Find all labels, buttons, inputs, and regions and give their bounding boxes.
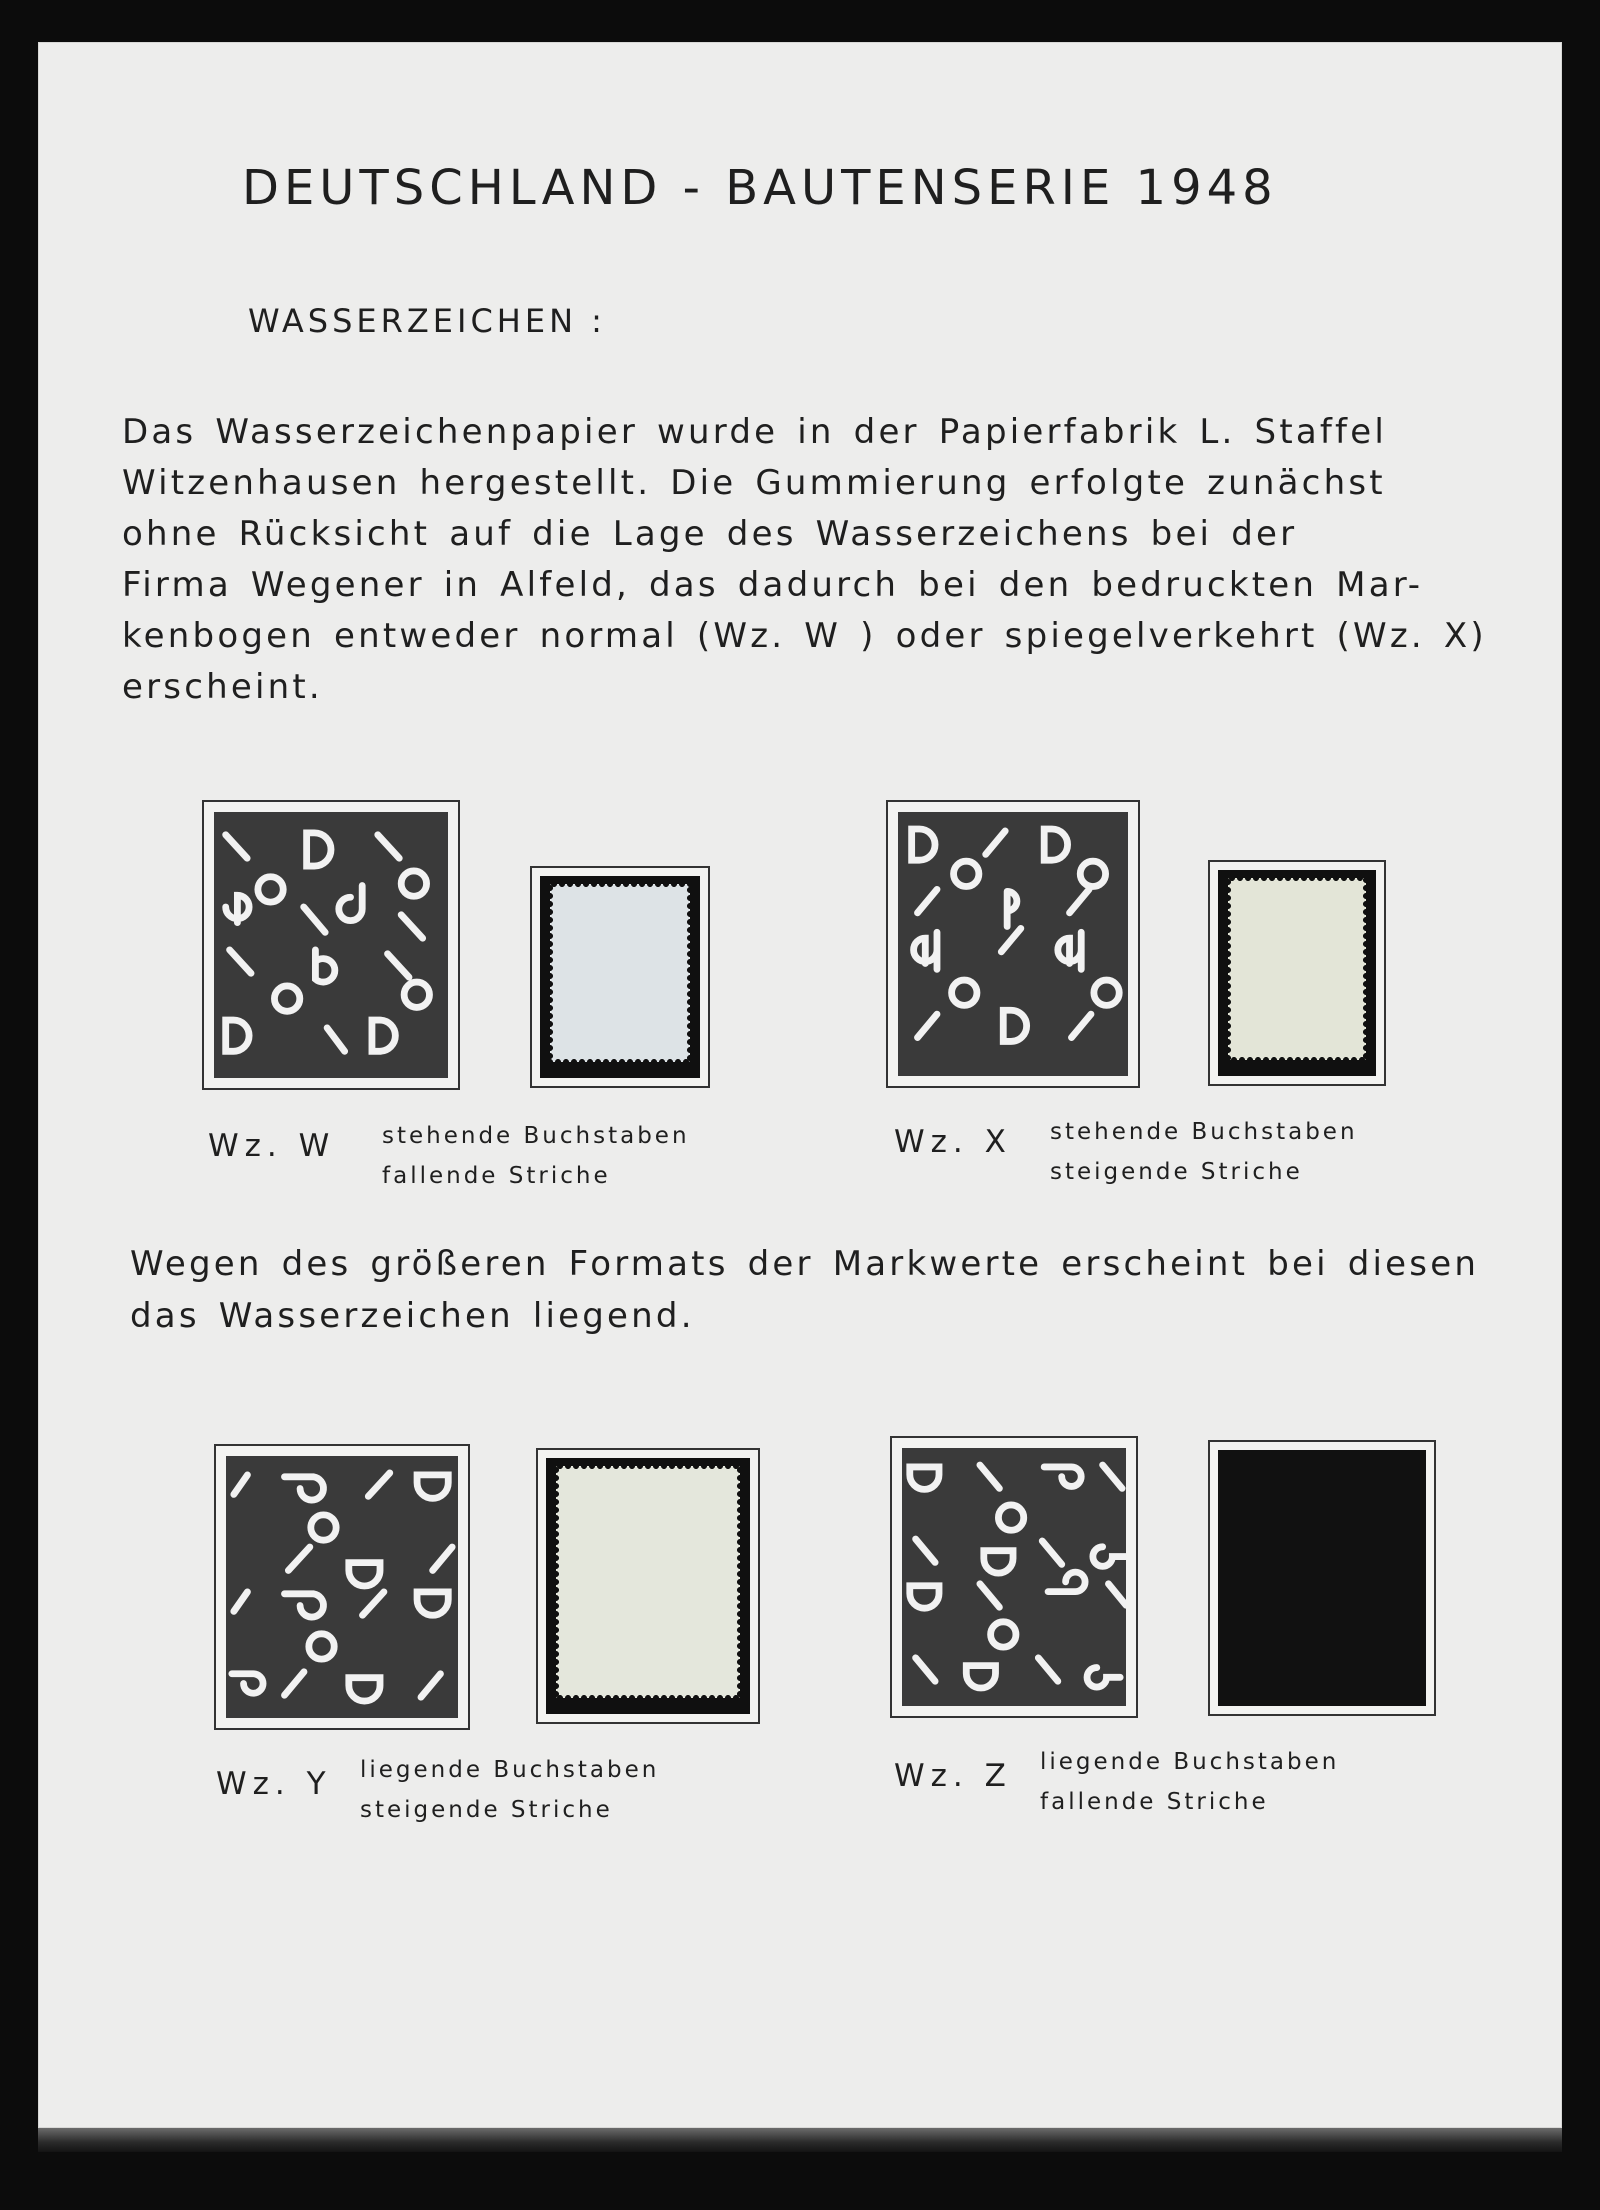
watermark-desc-y: [360, 1750, 659, 1830]
watermark-desc-w: [382, 1116, 690, 1196]
intro-line: kenbogen entweder normal (Wz. W ) oder spiegelverkehrt (Wz. X): [122, 616, 1487, 656]
intro-line: Firma Wegener in Alfeld, das dadurch bei den bedruckten Mar-: [122, 565, 1424, 605]
watermark-pattern-w-image: [214, 812, 448, 1078]
intro-paragraph: [122, 412, 1487, 718]
watermark-label-w: Wz. W: [208, 1128, 336, 1164]
watermark-desc-w-line2: fallende Striche: [382, 1163, 611, 1189]
watermark-desc-x: [1050, 1112, 1358, 1192]
stamp-x: [1228, 878, 1366, 1060]
watermark-desc-w-line1: stehende Buchstaben: [382, 1123, 690, 1149]
page-title: DEUTSCHLAND - BAUTENSERIE 1948: [242, 160, 1278, 216]
watermark-label-y: Wz. Y: [216, 1766, 332, 1802]
watermark-label-x: Wz. X: [894, 1124, 1012, 1160]
watermark-pattern-z-image: [902, 1448, 1126, 1706]
watermark-desc-z: [1040, 1742, 1339, 1822]
stamp-y: [556, 1466, 740, 1698]
watermark-diagram-y: [214, 1444, 470, 1730]
watermark-diagram-x: [886, 800, 1140, 1088]
format-note-line: das Wasserzeichen liegend.: [130, 1296, 695, 1336]
watermark-diagram-z: [890, 1436, 1138, 1718]
stamp-frame-w: [530, 866, 710, 1088]
stamp-frame-y: [536, 1448, 760, 1724]
stamp-w: [550, 884, 690, 1062]
intro-line: Witzenhausen hergestellt. Die Gummierung erfolgte zunächst: [122, 463, 1386, 503]
intro-line: ohne Rücksicht auf die Lage des Wasserzeichens bei der: [122, 514, 1298, 554]
watermark-desc-x-line1: stehende Buchstaben: [1050, 1119, 1358, 1145]
watermark-desc-z-line1: liegende Buchstaben: [1040, 1749, 1340, 1775]
watermark-pattern-y-image: [226, 1456, 458, 1718]
watermark-desc-x-line2: steigende Striche: [1050, 1159, 1303, 1185]
watermark-label-z: Wz. Z: [894, 1758, 1012, 1794]
intro-line: erscheint.: [122, 667, 323, 707]
watermark-desc-y-line1: liegende Buchstaben: [360, 1757, 660, 1783]
album-page-edge: [38, 2128, 1562, 2152]
format-note: [130, 1244, 1480, 1348]
watermark-desc-y-line2: steigende Striche: [360, 1797, 613, 1823]
watermark-desc-z-line2: fallende Striche: [1040, 1789, 1269, 1815]
watermark-pattern-x-image: [898, 812, 1128, 1076]
format-note-line: Wegen des größeren Formats der Markwerte erscheint bei diesen: [130, 1244, 1480, 1284]
stamp-z: [1218, 1450, 1426, 1706]
section-heading: WASSERZEICHEN :: [248, 302, 606, 340]
watermark-diagram-w: [202, 800, 460, 1090]
stamp-frame-x: [1208, 860, 1386, 1086]
intro-line: Das Wasserzeichenpapier wurde in der Papierfabrik L. Staffel: [122, 412, 1387, 452]
stamp-frame-z: [1208, 1440, 1436, 1716]
